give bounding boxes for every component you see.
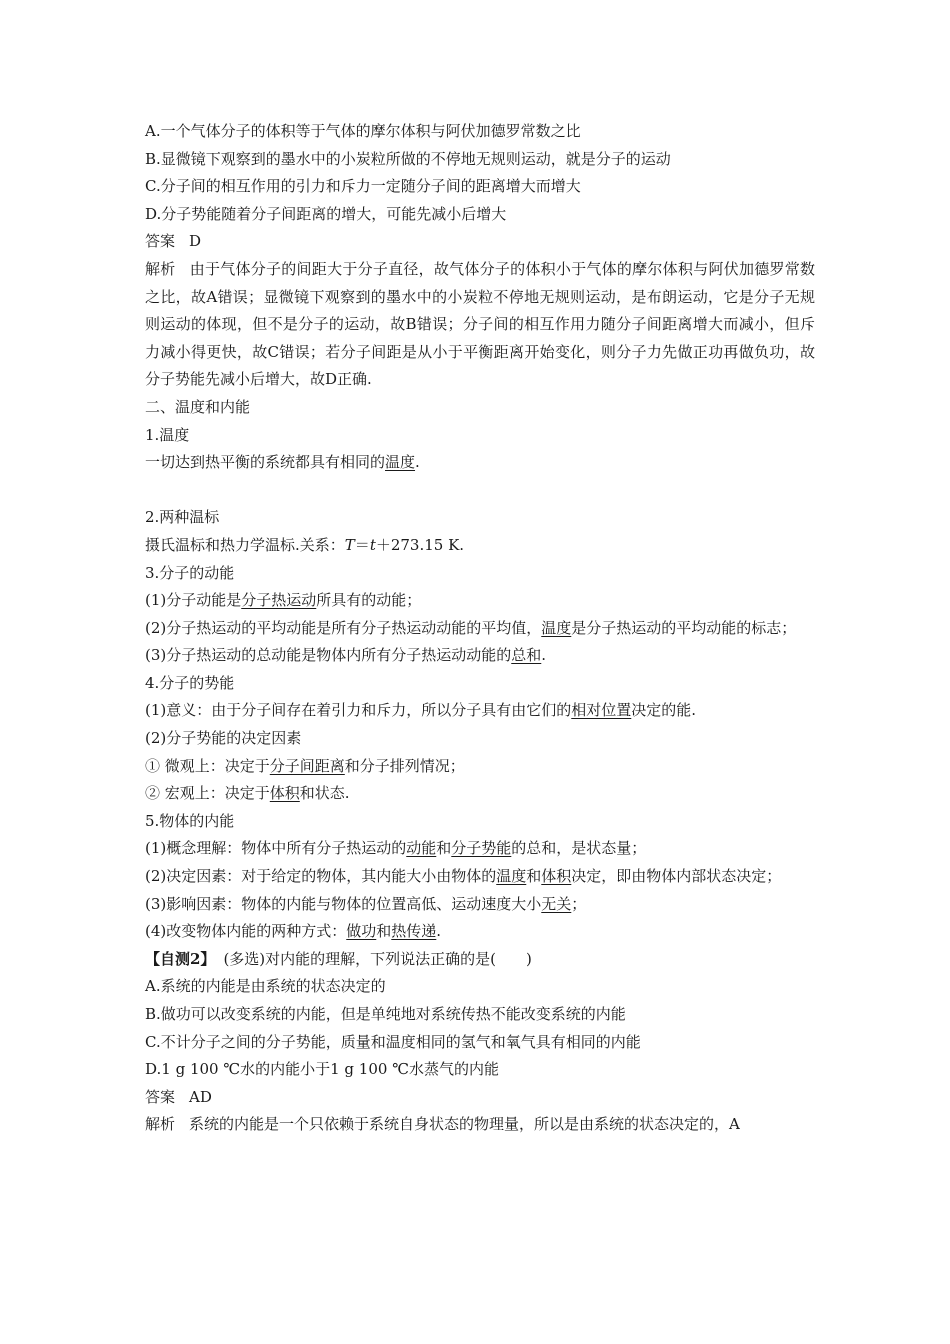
potential-micro-post: 和分子排列情况； xyxy=(344,756,465,775)
potential-1-post: 决定的能. xyxy=(631,701,697,720)
q2-tag: 【自测2】 xyxy=(145,949,216,968)
q2-answer-label: 答案 xyxy=(145,1087,176,1106)
potential-micro xyxy=(145,753,815,781)
internal-energy-item-3 xyxy=(145,891,815,919)
equals-sign: ＝ xyxy=(354,535,370,554)
scales-text xyxy=(145,532,815,560)
q1-option-b: B.显微镜下观察到的墨水中的小炭粒所做的不停地无规则运动，就是分子的运动 xyxy=(145,149,671,168)
q2-option-a: A.系统的内能是由系统的状态决定的 xyxy=(145,977,386,996)
scales-text-pre: 摄氏温标和热力学温标.关系： xyxy=(145,535,345,554)
potential-micro-blank: 分子间距离 xyxy=(269,756,345,775)
ie-3-blank: 无关 xyxy=(541,894,572,913)
section-heading: 二、温度和内能 xyxy=(145,397,251,416)
temperature-text xyxy=(145,449,815,477)
kinetic-1-post: 所具有的动能； xyxy=(316,591,422,610)
q1-answer-label: 答案 xyxy=(145,232,176,251)
kinetic-2-post: 是分子热运动的平均动能的标志； xyxy=(571,618,797,637)
temperature-text-pre: 一切达到热平衡的系统都具有相同的 xyxy=(145,453,386,472)
q2-analysis xyxy=(145,1111,815,1139)
kinetic-item-3 xyxy=(145,642,815,670)
ie-1-blank-2: 分子势能 xyxy=(451,839,512,858)
ie-2-post: 决定，即由物体内部状态决定； xyxy=(571,867,782,886)
potential-1-blank: 相对位置 xyxy=(571,701,632,720)
kinetic-3-blank: 总和 xyxy=(511,646,542,665)
q1-option-c: C.分子间的相互作用的引力和斥力一定随分子间的距离增大而增大 xyxy=(145,177,581,196)
ie-1-pre: (1)概念理解：物体中所有分子热运动的 xyxy=(145,839,407,858)
q2-stem xyxy=(145,946,815,974)
spacer xyxy=(145,477,815,505)
ie-4-pre: (4)改变物体内能的两种方式： xyxy=(145,922,347,941)
internal-energy-item-1 xyxy=(145,835,815,863)
ie-4-mid: 和 xyxy=(376,922,392,941)
internal-energy-title: 5.物体的内能 xyxy=(145,811,235,830)
q1-option-a: A.一个气体分子的体积等于气体的摩尔体积与阿伏加德罗常数之比 xyxy=(145,122,581,140)
ie-1-blank-1: 动能 xyxy=(406,839,437,858)
potential-1-pre: (1)意义：由于分子间存在着引力和斥力，所以分子具有由它们的 xyxy=(145,701,572,720)
ie-1-post: 的总和，是状态量； xyxy=(511,839,647,858)
temperature-blank: 温度 xyxy=(385,453,416,472)
q1-analysis-text: 由于气体分子的间距大于分子直径，故气体分子的体积小于气体的摩尔体积与阿伏加德罗常数之比，故A错误；显微镜下观察到的墨水中的小炭粒不停地无规则运动，是布朗运动，它是分子无规则运动的体现，但不是分子的运动，故B错误；分子间的相互作用力随分子间距离增大而减小，但斥力减小得更快，故C错误；若分子间距是从小于平衡距离开始变化，则分子力先做正功再做负功，故分子势能先减小后增大，故D正确. xyxy=(145,259,815,389)
page-content xyxy=(145,118,815,1139)
q1-option-d: D.分子势能随着分子间距离的增大，可能先减小后增大 xyxy=(145,204,507,223)
q2-option-b: B.做功可以改变系统的内能，但是单纯地对系统传热不能改变系统的内能 xyxy=(145,1005,626,1023)
kinetic-title: 3.分子的动能 xyxy=(145,563,235,582)
potential-item-2: (2)分子势能的决定因素 xyxy=(145,729,302,748)
potential-macro xyxy=(145,780,815,808)
potential-title: 4.分子的势能 xyxy=(145,673,235,692)
q2-stem-text: (多选)对内能的理解，下列说法正确的是( ) xyxy=(223,949,532,968)
temperature-text-post: . xyxy=(415,453,420,472)
potential-macro-blank: 体积 xyxy=(269,784,300,803)
kinetic-item-2 xyxy=(145,615,815,643)
ie-4-post: . xyxy=(436,922,442,941)
ie-4-blank-1: 做功 xyxy=(346,922,377,941)
q1-analysis xyxy=(145,256,815,394)
q2-analysis-label: 解析 xyxy=(145,1115,176,1134)
scales-formula-rest: ＋273.15 K. xyxy=(375,535,465,554)
temperature-title: 1.温度 xyxy=(145,425,190,444)
kinetic-item-1 xyxy=(145,587,815,615)
scales-title: 2.两种温标 xyxy=(145,508,220,527)
ie-3-pre: (3)影响因素：物体的内能与物体的位置高低、运动速度大小 xyxy=(145,894,542,913)
kinetic-3-pre: (3)分子热运动的总动能是物体内所有分子热运动动能的 xyxy=(145,646,512,665)
q2-answer xyxy=(145,1084,815,1112)
kinetic-2-blank: 温度 xyxy=(541,618,572,637)
potential-macro-post: 和状态. xyxy=(299,784,350,803)
internal-energy-item-2 xyxy=(145,863,815,891)
ie-2-mid: 和 xyxy=(526,867,542,886)
kinetic-3-post: . xyxy=(541,646,547,665)
q2-analysis-text: 系统的内能是一个只依赖于系统自身状态的物理量，所以是由系统的状态决定的，A xyxy=(189,1115,740,1134)
ie-2-blank-1: 温度 xyxy=(496,867,527,886)
q2-option-d: D.1 g 100 ℃水的内能小于1 g 100 ℃水蒸气的内能 xyxy=(145,1060,499,1079)
q1-analysis-label: 解析 xyxy=(145,259,176,278)
q2-answer-value: AD xyxy=(189,1087,212,1106)
kinetic-2-pre: (2)分子热运动的平均动能是所有分子热运动动能的平均值， xyxy=(145,618,542,637)
ie-1-mid: 和 xyxy=(436,839,452,858)
ie-3-post: ； xyxy=(571,894,587,913)
q1-answer-value: D xyxy=(189,232,202,251)
kinetic-1-pre: (1)分子动能是 xyxy=(145,591,242,610)
kinetic-1-blank: 分子热运动 xyxy=(241,591,317,610)
potential-macro-pre: ② 宏观上：决定于 xyxy=(145,784,270,803)
potential-item-1 xyxy=(145,697,815,725)
symbol-t: t xyxy=(369,535,376,554)
q2-option-c: C.不计分子之间的分子势能，质量和温度相同的氢气和氧气具有相同的内能 xyxy=(145,1032,641,1051)
symbol-T: T xyxy=(344,535,355,554)
ie-2-pre: (2)决定因素：对于给定的物体，其内能大小由物体的 xyxy=(145,867,497,886)
ie-4-blank-2: 热传递 xyxy=(391,922,437,941)
potential-micro-pre: ① 微观上：决定于 xyxy=(145,756,270,775)
internal-energy-item-4 xyxy=(145,918,815,946)
ie-2-blank-2: 体积 xyxy=(541,867,572,886)
q1-answer xyxy=(145,228,815,256)
